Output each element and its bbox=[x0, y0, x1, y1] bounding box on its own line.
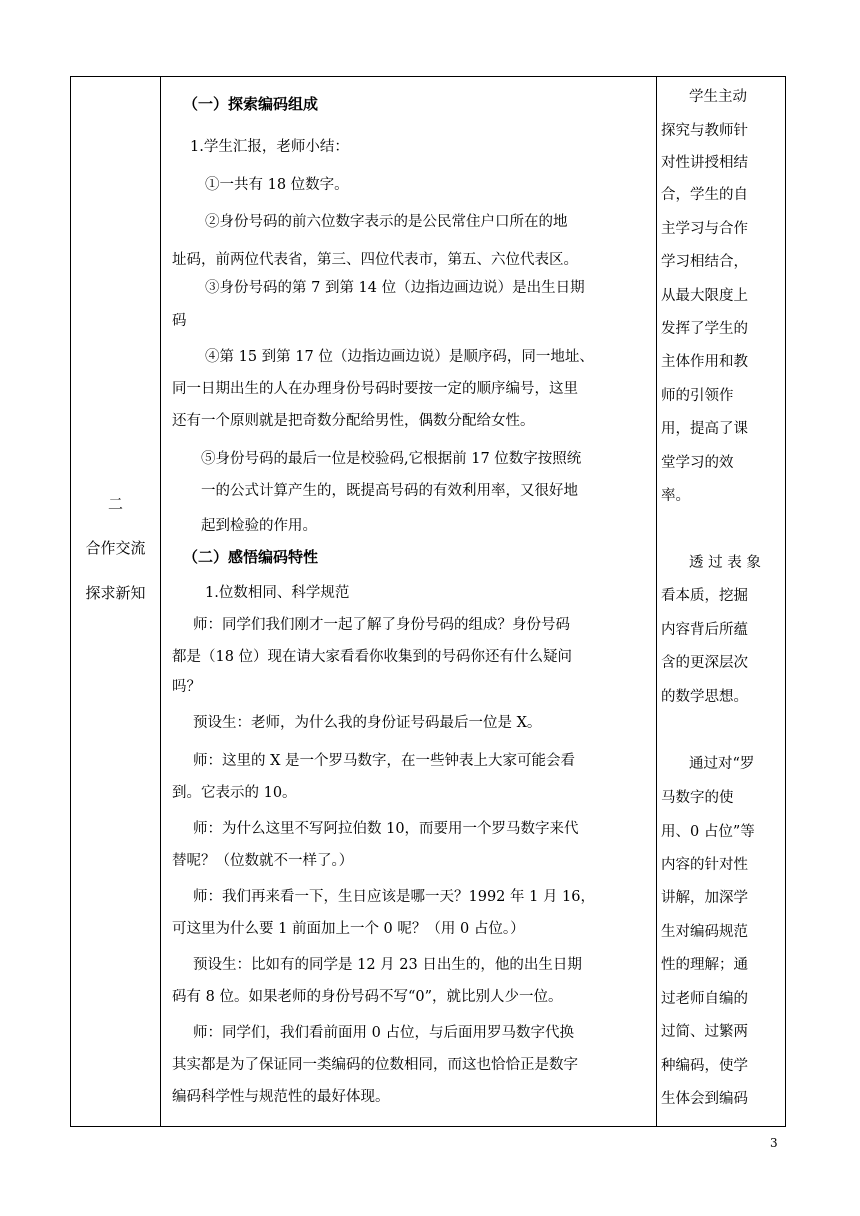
section-heading-1: （一）探索编码组成 bbox=[183, 95, 319, 113]
content-line: ⑤身份号码的最后一位是校验码,它根据前 17 位数字按照统 bbox=[201, 451, 582, 467]
intent-line: 从最大限度上 bbox=[661, 288, 748, 304]
section-heading-2: （二）感悟编码特性 bbox=[183, 548, 319, 566]
intent-line: 透 过 表 象 bbox=[689, 555, 761, 571]
content-line: ③身份号码的第 7 到第 14 位（边指边画边说）是出生日期 bbox=[205, 280, 585, 296]
intent-line: 通过对“罗 bbox=[689, 756, 755, 772]
intent-line: 发挥了学生的 bbox=[661, 321, 748, 337]
intent-line: 内容背后所蕴 bbox=[661, 622, 748, 638]
intent-line: 学习相结合， bbox=[661, 254, 748, 270]
content-line: ④第 15 到第 17 位（边指边画边说）是顺序码，同一地址、 bbox=[205, 349, 594, 365]
stage-number: 二 bbox=[107, 495, 123, 513]
content-line: 可这里为什么要 1 前面加上一个 0 呢？（用 0 占位。） bbox=[172, 921, 525, 937]
intent-line: 主学习与合作 bbox=[661, 221, 748, 237]
intent-line: 种编码，使学 bbox=[661, 1058, 748, 1074]
intent-line: 对性讲授相结 bbox=[661, 155, 748, 171]
intent-line: 性的理解；通 bbox=[661, 957, 748, 973]
intent-line: 过简、过繁两 bbox=[661, 1024, 748, 1040]
content-line: 一的公式计算产生的，既提高号码的有效利用率，又很好地 bbox=[201, 483, 578, 499]
intent-line: 用、0 占位”等 bbox=[661, 824, 755, 840]
content-line: 码有 8 位。如果老师的身份号码不写“0”，就比别人少一位。 bbox=[172, 989, 563, 1005]
content-line: ②身份号码的前六位数字表示的是公民常住户口所在的地 bbox=[205, 214, 568, 230]
stage-title-line2: 探求新知 bbox=[85, 584, 146, 602]
content-line: 师：我们再来看一下，生日应该是哪一天？1992 年 1 月 16， bbox=[193, 889, 596, 905]
intent-line: 堂学习的效 bbox=[661, 455, 734, 471]
content-line: ①一共有 18 位数字。 bbox=[205, 177, 349, 193]
content-line: 1.位数相同、科学规范 bbox=[205, 585, 350, 601]
content-line: 同一日期出生的人在办理身份号码时要按一定的顺序编号，这里 bbox=[172, 381, 578, 397]
lesson-table bbox=[70, 76, 786, 1127]
intent-line: 讲解，加深学 bbox=[661, 890, 748, 906]
content-line: 还有一个原则就是把奇数分配给男性，偶数分配给女性。 bbox=[172, 413, 535, 429]
intent-line: 探究与教师针 bbox=[661, 123, 748, 139]
content-line: 码 bbox=[172, 313, 187, 329]
intent-line: 含的更深层次 bbox=[661, 655, 748, 671]
content-line: 师：同学们我们刚才一起了解了身份号码的组成？身份号码 bbox=[193, 617, 570, 633]
intent-line: 的数学思想。 bbox=[661, 689, 748, 705]
content-line: 师：同学们，我们看前面用 0 占位，与后面用罗马数字代换 bbox=[193, 1025, 574, 1041]
intent-line: 马数字的使 bbox=[661, 790, 734, 806]
content-line: 址码，前两位代表省，第三、四位代表市，第五、六位代表区。 bbox=[172, 252, 578, 268]
content-line: 预设生：老师，为什么我的身份证号码最后一位是 X。 bbox=[193, 715, 542, 731]
content-line: 吗？ bbox=[172, 679, 201, 695]
intent-line: 生对编码规范 bbox=[661, 924, 748, 940]
content-line: 编码科学性与规范性的最好体现。 bbox=[172, 1089, 390, 1105]
intent-line: 主体作用和教 bbox=[661, 354, 748, 370]
column-divider-1 bbox=[160, 77, 161, 1126]
intent-line: 用，提高了课 bbox=[661, 421, 748, 437]
content-line: 替呢？（位数就不一样了。） bbox=[172, 853, 354, 869]
intent-line: 率。 bbox=[661, 488, 690, 504]
content-line: 都是（18 位）现在请大家看看你收集到的号码你还有什么疑问 bbox=[172, 649, 573, 665]
content-line: 到。它表示的 10。 bbox=[172, 785, 297, 801]
stage-title-line1: 合作交流 bbox=[85, 539, 146, 557]
intent-line: 生体会到编码 bbox=[661, 1091, 748, 1107]
content-line: 起到检验的作用。 bbox=[201, 518, 317, 534]
intent-line: 看本质，挖掘 bbox=[661, 588, 748, 604]
intent-line: 师的引领作 bbox=[661, 388, 734, 404]
content-line: 预设生：比如有的同学是 12 月 23 日出生的，他的出生日期 bbox=[193, 957, 582, 973]
intent-line: 内容的针对性 bbox=[661, 857, 748, 873]
content-line: 师：这里的 X 是一个罗马数字，在一些钟表上大家可能会看 bbox=[193, 753, 576, 769]
content-line: 其实都是为了保证同一类编码的位数相同，而这也恰恰正是数字 bbox=[172, 1057, 578, 1073]
page-number: 3 bbox=[770, 1136, 778, 1150]
intent-line: 过老师自编的 bbox=[661, 991, 748, 1007]
intent-line: 学生主动 bbox=[689, 89, 747, 105]
content-line: 师：为什么这里不写阿拉伯数 10，而要用一个罗马数字来代 bbox=[193, 821, 579, 837]
intent-line: 合，学生的自 bbox=[661, 187, 748, 203]
content-line: 1.学生汇报，老师小结： bbox=[190, 139, 349, 155]
column-divider-2 bbox=[656, 77, 657, 1126]
